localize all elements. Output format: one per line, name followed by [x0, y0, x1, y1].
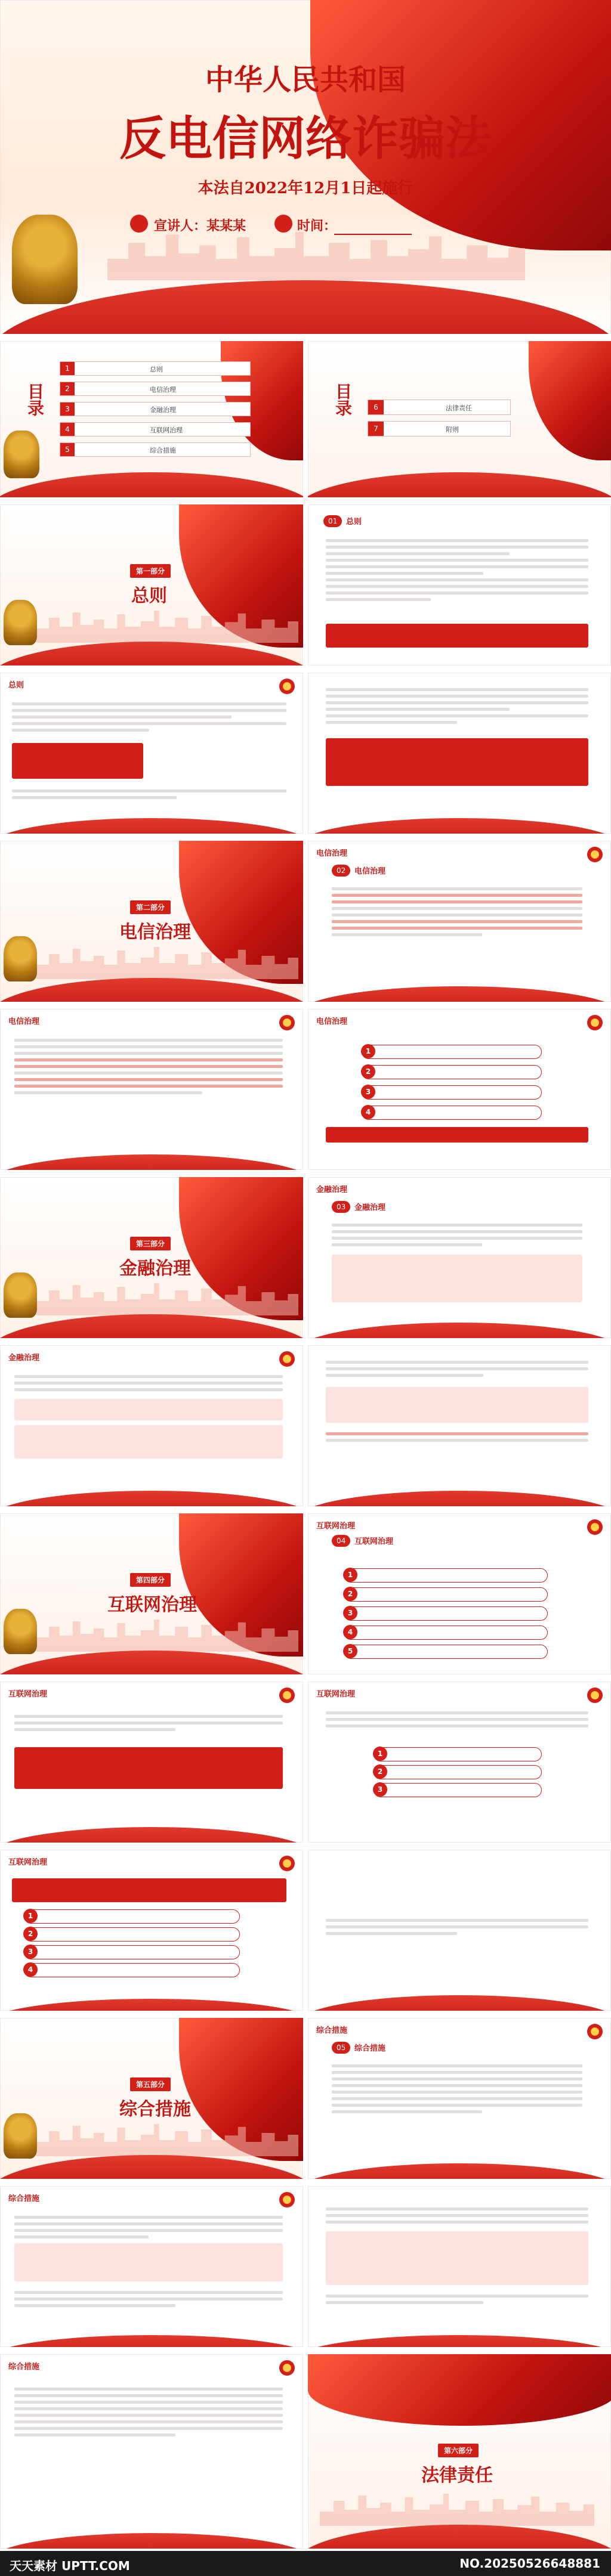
list-pill: 2 — [374, 1765, 542, 1779]
toc-item-label: 法律责任 — [446, 404, 472, 412]
time-label: 时间： — [297, 219, 337, 234]
toc-item[interactable] — [60, 422, 251, 436]
emblem-icon — [587, 1519, 603, 1535]
content-slide-jinrong-2 — [0, 1345, 303, 1506]
highlight-box — [326, 738, 588, 786]
section-badge: 第二部分 — [130, 900, 171, 914]
toc-item-number: 5 — [60, 443, 75, 456]
section-slide-5 — [0, 2018, 303, 2179]
lion-statue-icon — [4, 1609, 37, 1654]
toc-heading: 目录 — [25, 383, 45, 416]
highlight-box — [12, 1878, 286, 1902]
emblem-icon — [279, 2360, 295, 2376]
body-text — [14, 1711, 283, 1735]
emblem-icon — [587, 1015, 603, 1030]
red-wave — [308, 986, 611, 1002]
cover-subtitle: 本法自2022年12月1日起施行 — [198, 179, 413, 197]
cover-title-line1: 中华人民共和国 — [205, 63, 406, 97]
content-heading: 总则 — [8, 681, 24, 690]
list-pill: 2 — [344, 1587, 548, 1602]
content-slide-zonghe-3 — [308, 2186, 611, 2347]
highlight-box — [326, 624, 588, 648]
section-badge: 第六部分 — [438, 2444, 479, 2457]
body-text — [332, 2061, 582, 2117]
content-slide-dianxin-1 — [308, 841, 611, 1002]
highlight-box — [12, 743, 143, 779]
content-heading-corner: 综合措施 — [316, 2026, 348, 2035]
toc-item-label: 总则 — [150, 366, 163, 373]
content-slide-jinrong-1 — [308, 1177, 611, 1338]
emblem-icon — [279, 1688, 295, 1703]
toc-item-label: 附则 — [446, 426, 459, 434]
list-pill: 2 — [24, 1927, 240, 1942]
red-wave — [0, 1491, 303, 1506]
content-slide-zongze-3 — [308, 673, 611, 834]
content-slide-hulian-4 — [0, 1850, 303, 2011]
list-pill: 4 — [24, 1963, 240, 1977]
red-wave — [0, 1314, 303, 1338]
toc-item-number: 2 — [60, 382, 75, 395]
toc-item[interactable] — [60, 442, 251, 457]
body-text — [326, 685, 588, 727]
body-text — [332, 1220, 582, 1250]
list-pill: 3 — [344, 1606, 548, 1621]
highlight-box — [326, 2231, 588, 2285]
content-heading-corner: 互联网治理 — [316, 1522, 356, 1531]
lion-statue-icon — [4, 600, 37, 645]
list-pill: 1 — [362, 1045, 542, 1059]
content-heading: 电信治理 — [316, 1017, 348, 1026]
content-heading: 互联网治理 — [8, 1858, 48, 1867]
body-text — [14, 1371, 283, 1395]
list-pill: 1 — [344, 1568, 548, 1583]
highlight-box — [14, 1425, 283, 1459]
toc-item-number: 7 — [368, 422, 384, 436]
watermark-id: NO.20250526648881 — [459, 2556, 600, 2571]
content-heading: 综合措施 — [8, 2363, 40, 2371]
content-slide-hulian-2 — [0, 1682, 303, 1843]
red-wave — [0, 472, 303, 497]
body-text — [326, 2291, 588, 2308]
body-text — [12, 699, 286, 735]
section-number-chip: 02 — [332, 865, 350, 877]
flag-drape — [308, 2354, 611, 2426]
section-number-chip: 04 — [332, 1535, 350, 1547]
watermark-bar — [0, 2551, 611, 2576]
body-text — [14, 2384, 283, 2440]
content-heading: 金融治理 — [354, 1203, 386, 1212]
body-text — [14, 2212, 283, 2242]
watermark-site: 天天素材 UPTT.COM — [10, 2559, 130, 2573]
section-slide-2 — [0, 841, 303, 1002]
red-wave — [0, 1154, 303, 1170]
highlight-box — [326, 1387, 588, 1423]
emblem-icon — [279, 679, 295, 694]
emblem-icon — [279, 2192, 295, 2207]
toc-item-label: 互联网治理 — [150, 426, 183, 434]
city-skyline — [320, 2490, 594, 2526]
red-wave — [308, 1323, 611, 1338]
emblem-icon — [279, 1015, 295, 1030]
content-slide-jinrong-3 — [308, 1345, 611, 1506]
section-number-chip: 03 — [332, 1201, 350, 1213]
content-heading: 金融治理 — [8, 1354, 40, 1363]
content-heading: 电信治理 — [354, 867, 386, 876]
list-pill: 3 — [362, 1085, 542, 1100]
red-wave — [0, 280, 611, 334]
content-slide-hulian-5 — [308, 1850, 611, 2011]
toc-item-label: 金融治理 — [150, 406, 176, 414]
body-text — [326, 2204, 588, 2227]
content-slide-dianxin-2 — [0, 1009, 303, 1170]
lion-statue-icon — [4, 1272, 37, 1318]
section-badge: 第一部分 — [130, 564, 171, 578]
list-pill: 4 — [362, 1106, 542, 1120]
content-slide-zonghe-2 — [0, 2186, 303, 2347]
highlight-box — [14, 1747, 283, 1789]
toc-list — [60, 361, 251, 463]
red-wave — [0, 642, 303, 665]
red-wave — [308, 1491, 611, 1506]
emblem-icon — [587, 847, 603, 862]
red-wave — [0, 1999, 303, 2011]
list-pill: 2 — [362, 1065, 542, 1079]
red-wave — [308, 472, 611, 497]
content-heading: 总则 — [346, 518, 362, 527]
red-wave — [308, 2335, 611, 2347]
toc-slide-1 — [0, 341, 303, 497]
red-wave — [0, 818, 303, 834]
red-wave — [308, 818, 611, 834]
section-number-chip: 05 — [332, 2042, 350, 2054]
flag-drape — [529, 341, 611, 460]
list-pill: 3 — [24, 1945, 240, 1959]
section-title: 电信治理 — [119, 922, 191, 943]
lion-statue-icon — [4, 2113, 37, 2159]
time-underline — [334, 234, 412, 235]
section-number-chip: 01 — [323, 515, 342, 527]
list-pill: 5 — [344, 1645, 548, 1659]
toc-item[interactable] — [60, 402, 251, 416]
highlight-box — [14, 2243, 283, 2281]
red-wave — [0, 1651, 303, 1674]
body-text — [14, 1035, 283, 1098]
list-pill: 3 — [374, 1783, 542, 1797]
cover-title-line2: 反电信网络诈骗法 — [119, 112, 492, 166]
red-wave — [0, 2155, 303, 2179]
section-title: 金融治理 — [119, 1258, 191, 1279]
body-text — [12, 786, 286, 803]
section-badge: 第三部分 — [130, 1237, 171, 1250]
red-wave — [308, 2525, 611, 2549]
toc-item[interactable] — [368, 400, 511, 415]
content-slide-hulian-3 — [308, 1682, 611, 1843]
list-pill: 1 — [374, 1747, 542, 1761]
content-heading: 互联网治理 — [316, 1690, 356, 1699]
highlight-box — [332, 1255, 582, 1302]
toc-heading: 目录 — [333, 383, 353, 416]
emblem-icon — [279, 1351, 295, 1367]
section-slide-1 — [0, 504, 303, 665]
section-slide-6 — [308, 2354, 611, 2549]
body-text — [326, 535, 588, 605]
toc-slide-2 — [308, 341, 611, 497]
section-title: 综合措施 — [119, 2099, 191, 2120]
section-title: 总则 — [131, 586, 167, 606]
content-slide-dianxin-3 — [308, 1009, 611, 1170]
section-slide-4 — [0, 1513, 303, 1674]
section-badge: 第四部分 — [130, 1573, 171, 1587]
content-heading-corner: 金融治理 — [316, 1185, 348, 1194]
cover-slide — [0, 0, 611, 334]
toc-item-label: 电信治理 — [150, 386, 176, 394]
section-title: 法律责任 — [421, 2465, 493, 2486]
content-slide-zongze-2 — [0, 673, 303, 834]
emblem-icon — [279, 1856, 295, 1871]
content-heading: 电信治理 — [8, 1017, 40, 1026]
toc-item-number: 6 — [368, 400, 384, 414]
red-wave — [0, 2533, 303, 2549]
red-wave — [308, 1995, 611, 2011]
section-badge: 第五部分 — [130, 2077, 171, 2091]
red-wave — [308, 2163, 611, 2179]
lion-statue-icon — [4, 936, 37, 982]
toc-item-number: 4 — [60, 423, 75, 436]
content-heading: 综合措施 — [8, 2194, 40, 2203]
list-pill: 1 — [24, 1909, 240, 1924]
toc-item-number: 1 — [60, 362, 75, 375]
toc-item[interactable] — [60, 382, 251, 396]
toc-item-label: 综合措施 — [150, 447, 176, 454]
content-slide-hulian-1 — [308, 1513, 611, 1674]
red-wave — [0, 978, 303, 1002]
body-text — [326, 1357, 588, 1380]
section-slide-3 — [0, 1177, 303, 1338]
speaker-icon — [130, 215, 148, 233]
toc-item[interactable] — [368, 421, 511, 436]
content-heading-corner: 电信治理 — [316, 849, 348, 858]
toc-item[interactable] — [60, 361, 251, 376]
content-slide-zonghe-4 — [0, 2354, 303, 2549]
highlight-box — [14, 1399, 283, 1420]
red-wave — [0, 2335, 303, 2347]
body-text — [14, 2287, 283, 2311]
content-slide-zonghe-1 — [308, 2018, 611, 2179]
emblem-icon — [587, 2024, 603, 2039]
body-text — [326, 1708, 588, 1731]
section-title: 互联网治理 — [107, 1594, 197, 1615]
content-heading: 综合措施 — [354, 2044, 386, 2053]
lion-statue-icon — [4, 431, 39, 478]
body-text — [326, 1429, 588, 1445]
emblem-icon — [587, 1688, 603, 1703]
toc-list — [368, 400, 511, 442]
body-text — [332, 884, 582, 940]
speaker-label: 宣讲人：某某某 — [154, 219, 246, 234]
lion-statue-icon — [12, 215, 78, 304]
red-wave — [0, 1827, 303, 1843]
time-icon — [274, 215, 292, 233]
highlight-box — [326, 1127, 588, 1143]
list-pill: 4 — [344, 1626, 548, 1640]
content-slide-zongze-1 — [308, 504, 611, 665]
content-heading: 互联网治理 — [354, 1537, 394, 1546]
body-text — [326, 1915, 588, 1939]
toc-item-number: 3 — [60, 402, 75, 416]
content-heading: 互联网治理 — [8, 1690, 48, 1699]
